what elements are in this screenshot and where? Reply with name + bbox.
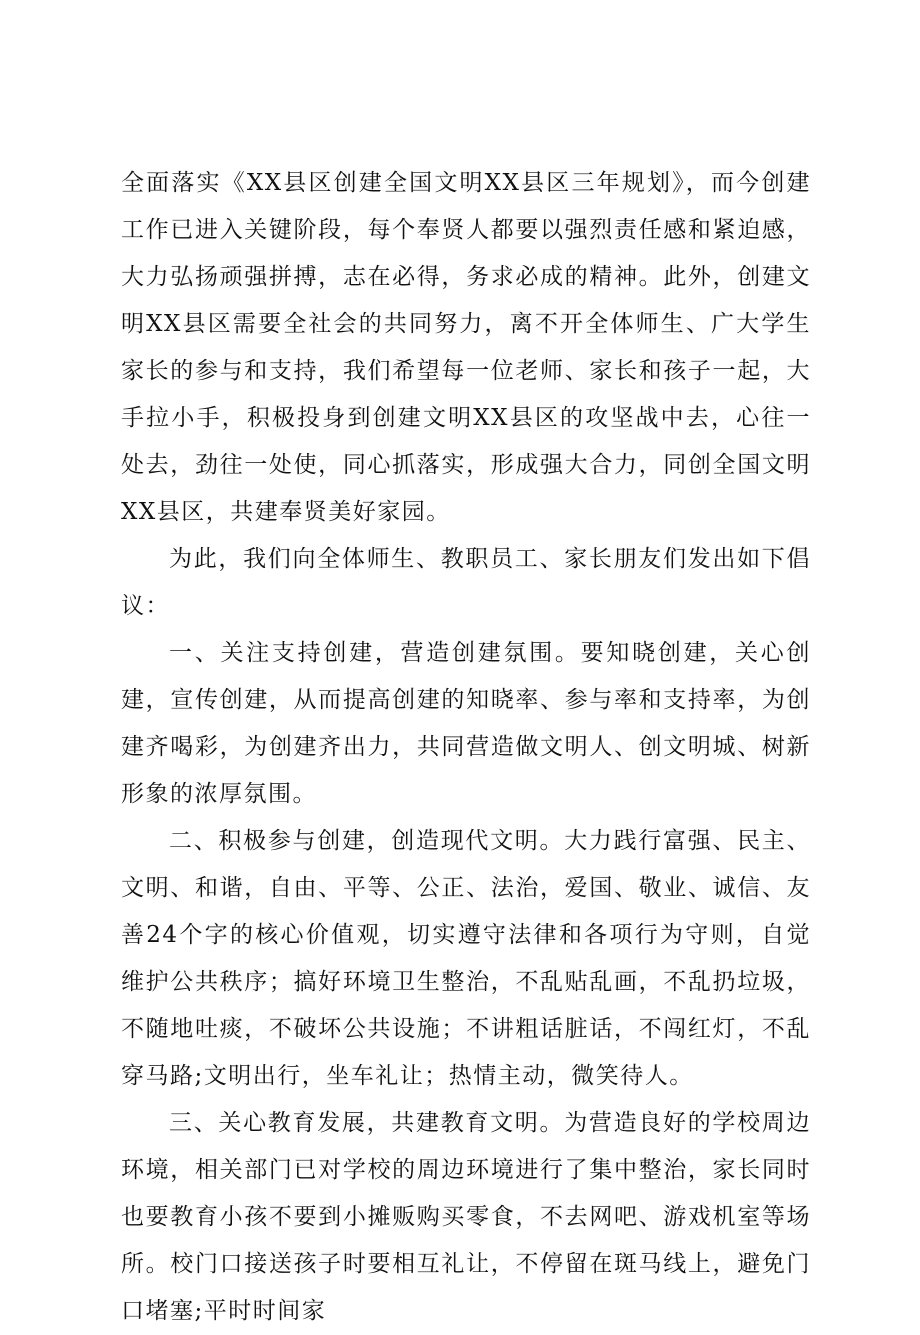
paragraph-2: 为此，我们向全体师生、教职员工、家长朋友们发出如下倡议：: [121, 546, 811, 619]
document-body: [121, 160, 811, 1335]
paragraph-1: 全面落实《XX县区创建全国文明XX县区三年规划》，而今创建工作已进入关键阶段，每个奉贤人都要以强烈责任感和紧迫感，大力弘扬顽强拼搏，志在必得，务求必成的精神。此外，创建文明XX县区需要全社会的共同努力，离不开全体师生、广大学生家长的参与和支持，我们希望每一位老师、家长和孩子一起，大手拉小手，积极投身到创建文明XX县区的攻坚战中去，心往一处去，劲往一处使，同心抓落实，形成强大合力，同创全国文明XX县区，共建奉贤美好家园。: [121, 170, 811, 525]
paragraph-5: 三、关心教育发展，共建教育文明。为营造良好的学校周边环境，相关部门已对学校的周边环境进行了集中整治，家长同时也要教育小孩不要到小摊贩购买零食，不去网吧、游戏机室等场所。校门口接送孩子时要相互礼让，不停留在斑马线上，避免门口堵塞;平时时间家: [121, 1110, 811, 1324]
paragraph-3: 一、关注支持创建，营造创建氛围。要知晓创建，关心创建，宣传创建，从而提高创建的知晓率、参与率和支持率，为创建齐喝彩，为创建齐出力，共同营造做文明人、创文明城、树新形象的浓厚氛围。: [121, 640, 811, 807]
paragraph-4: 二、积极参与创建，创造现代文明。大力践行富强、民主、文明、和谐，自由、平等、公正、法治，爱国、敬业、诚信、友善24个字的核心价值观，切实遵守法律和各项行为守则，自觉维护公共秩序；搞好环境卫生整治，不乱贴乱画，不乱扔垃圾，不随地吐痰，不破坏公共设施；不讲粗话脏话，不闯红灯，不乱穿马路;文明出行，坐车礼让；热情主动，微笑待人。: [121, 828, 811, 1089]
